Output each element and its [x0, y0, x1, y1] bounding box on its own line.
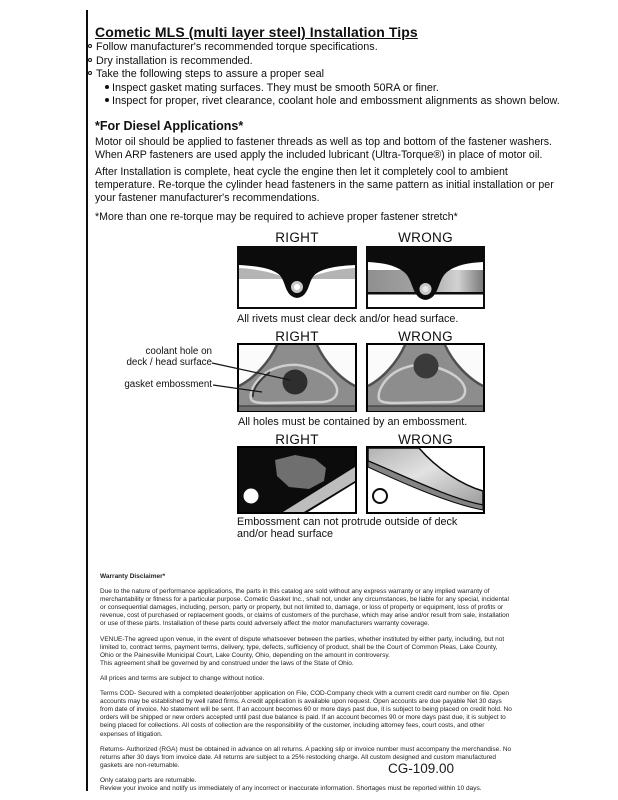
- callout-leader-lines: [205, 355, 300, 400]
- circle-bullet-icon: [88, 44, 92, 48]
- diesel-paragraph-1: Motor oil should be applied to fastener threads as well as top and bottom of the fastener washers. When ARP fasteners are used apply the included lubricant (Ultra-Torque®) in place of motor oil.: [95, 136, 552, 162]
- disclaimer-venue-paragraph: VENUE-The agreed upon venue, in the event of dispute whatsoever between the parties, whether instituted by either party, including, but not limited to, contract terms, payment terms, delivery, type, defects, sufficiency of product, shall be the Court of Common Pleas, Lake County, Ohio or the Painesville Municipal Court, Lake County, Ohio, depending on the amount in controversy.: [100, 635, 505, 659]
- circle-bullet-icon: [88, 58, 92, 62]
- disclaimer-terms-paragraph: Terms COD- Secured with a completed dealer/jobber application on File, COD-Company check with a current credit card number on file. Open accounts may be established by well rated firms. A credit application is available upon request. Open accounts are due payable Net 30 days from date of invoice. No statement will be sent. If an account becomes 60 or more days past due, it is subject to being placed on credit hold. No orders will be shipped or new orders accepted until past due balance is paid. If an account becomes 90 or more days past due, it is subject to being placed for collections. All costs of collection are the responsibility of the customer, including attorney fees, court costs, and other expenses of litigation.: [100, 690, 512, 738]
- embossment-containment-wrong-diagram: [366, 343, 485, 412]
- page-left-rule: [86, 10, 88, 791]
- embossment-protrusion-right-diagram: [237, 446, 357, 514]
- row3-caption-line2: and/or head surface: [237, 528, 334, 540]
- tip-item: [88, 41, 378, 53]
- row3-caption-line1: Embossment can not protrude outside of deck: [237, 516, 458, 528]
- right-label: RIGHT: [275, 329, 319, 344]
- tip-item-text: Take the following steps to assure a proper seal: [96, 68, 325, 80]
- row2-caption: All holes must be contained by an embossment.: [238, 416, 468, 428]
- tip-sub-item-text: Inspect gasket mating surfaces. They must be smooth 50RA or finer.: [112, 81, 439, 94]
- disclaimer-returns-paragraph: Returns- Authorized (RGA) must be obtained in advance on all returns. A packing slip or invoice number must accompany the merchandise. No returns after 30 days from invoice date. All returns are subject to a 25% restocking charge. All custom designed and custom manufactured gaskets are non-returnable.: [100, 745, 512, 769]
- wrong-label: WRONG: [398, 230, 453, 245]
- embossment-protrusion-wrong-diagram: [366, 446, 485, 514]
- diesel-paragraph-2: After Installation is complete, heat cycle the engine then let it completely cool to ambient temperature. Re-torque the cylinder head fasteners in the same pattern as initial installation or per your fastener manufacturer's recommendations.: [95, 166, 554, 205]
- wrong-label: WRONG: [398, 432, 453, 447]
- coolant-hole-callout: [117, 346, 212, 369]
- disclaimer-returnable-line: Only catalog parts are returnable.: [100, 776, 197, 784]
- disclaimer-review-line: Review your invoice and notify us immediately of any incorrect or inaccurate information. Shortages must be reported within 10 days.: [100, 784, 482, 792]
- dot-bullet-icon: [105, 98, 109, 102]
- bolt-hole-icon: [244, 489, 259, 504]
- wrong-label: WRONG: [398, 329, 453, 344]
- coolant-hole-icon: [414, 354, 439, 379]
- row3-caption: [237, 516, 497, 540]
- rivet-clearance-wrong-diagram: [366, 246, 485, 309]
- tip-item: [88, 68, 324, 80]
- tip-item: [88, 55, 253, 67]
- disclaimer-heading: Warranty Disclaimer*: [100, 573, 166, 580]
- disclaimer-warranty-paragraph: Due to the nature of performance applications, the parts in this catalog are sold without any express warranty or any implied warranty of merchantability or fitness for a particular purpose. Cometic Gasket Inc., shall not, under any circumstances, be liable for any special, incidental or consequential damages, including, person, party or property, but not limited to, damage, or loss of property or equipment, loss of profits or revenue, cost of purchased or replacement goods, or claims of customers of the purchase, which may arise and/or result from sale, installation or use of these parts. Installation of these parts could adversely affect the motor manufacturers warranty coverage.: [100, 588, 510, 628]
- page-number: CG-109.00: [388, 761, 455, 776]
- tip-sub-item: [105, 82, 439, 94]
- rivet-clearance-right-diagram: [237, 246, 357, 309]
- coolant-hole-callout-line2: deck / head surface: [126, 357, 212, 369]
- right-label: RIGHT: [275, 230, 319, 245]
- tip-item-text: Follow manufacturer's recommended torque specifications.: [96, 41, 378, 53]
- tip-sub-item-text: Inspect for proper, rivet clearance, coolant hole and embossment alignments as shown below.: [112, 95, 560, 107]
- dot-bullet-icon: [105, 85, 109, 89]
- disclaimer-prices-line: All prices and terms are subject to change without notice.: [100, 674, 265, 682]
- row1-caption: All rivets must clear deck and/or head surface.: [237, 313, 459, 325]
- tip-sub-item: [105, 95, 560, 107]
- page-title: Cometic MLS (multi layer steel) Installation Tips: [95, 24, 418, 40]
- coolant-hole-callout-line1: coolant hole on: [145, 346, 212, 357]
- tip-item-text: Dry installation is recommended.: [96, 54, 253, 67]
- disclaimer-venue-governing-line: This agreement shall be governed by and construed under the laws of the State of Ohio.: [100, 659, 354, 667]
- bolt-hole-icon: [373, 489, 387, 503]
- retorque-note: *More than one re-torque may be required to achieve proper fastener stretch*: [95, 211, 458, 223]
- right-label: RIGHT: [275, 432, 319, 447]
- circle-bullet-icon: [88, 71, 92, 75]
- diesel-section-heading: *For Diesel Applications*: [95, 119, 244, 133]
- gasket-embossment-callout: gasket embossment: [124, 379, 212, 390]
